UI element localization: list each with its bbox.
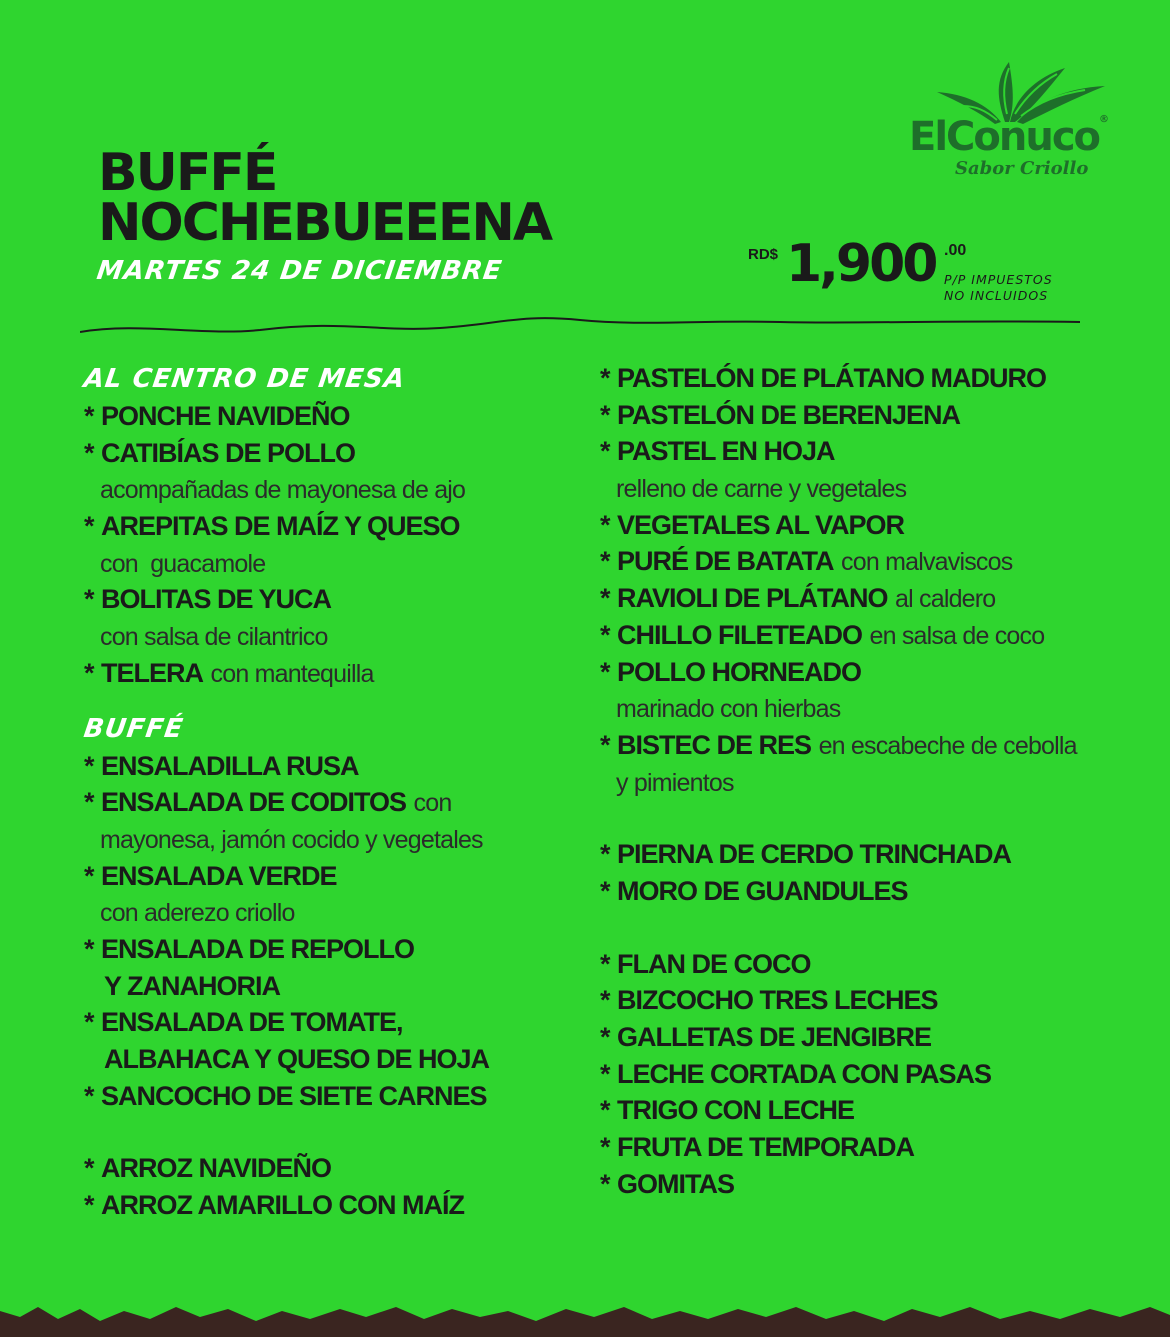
item-description xyxy=(84,821,554,858)
menu-item xyxy=(600,580,1120,617)
menu-item xyxy=(600,1129,1120,1166)
item-description xyxy=(84,894,554,931)
section-title-centro-de-mesa: AL CENTRO DE MESA xyxy=(81,364,408,394)
item-name: ENSALADA DE REPOLLO xyxy=(101,933,415,964)
restaurant-logo xyxy=(905,58,1125,188)
menu-item xyxy=(600,433,1120,470)
menu-item xyxy=(84,435,554,472)
logo-tagline: Sabor Criollo xyxy=(955,158,1089,179)
item-name: LECHE CORTADA CON PASAS xyxy=(617,1058,992,1089)
menu-item xyxy=(84,748,554,785)
registered-mark: ® xyxy=(1099,114,1108,125)
menu-item xyxy=(600,873,1120,910)
asterisk-icon: * xyxy=(600,1022,611,1052)
menu-item xyxy=(84,1078,554,1115)
item-name: CATIBÍAS DE POLLO xyxy=(101,437,356,468)
price-block xyxy=(748,234,1088,310)
item-name: RAVIOLI DE PLÁTANO xyxy=(617,583,888,614)
item-desc: acompañadas de mayonesa de ajo xyxy=(100,476,466,505)
asterisk-icon: * xyxy=(600,509,611,540)
asterisk-icon: * xyxy=(600,619,611,650)
menu-item xyxy=(600,727,1120,764)
asterisk-icon: * xyxy=(600,948,611,979)
asterisk-icon: * xyxy=(84,511,95,542)
item-name: PASTELÓN DE PLÁTANO MADURO xyxy=(617,363,1046,393)
item-name: ALBAHACA Y QUESO DE HOJA xyxy=(104,1044,490,1074)
menu-title xyxy=(98,143,552,253)
menu-item xyxy=(84,655,554,692)
logo-name xyxy=(909,114,1107,160)
item-name: SANCOCHO DE SIETE CARNES xyxy=(101,1080,487,1111)
item-name: Y ZANAHORIA xyxy=(104,970,281,1001)
item-name-continued xyxy=(84,1041,554,1078)
price-cents: .00 xyxy=(944,242,967,259)
menu-item xyxy=(600,654,1120,691)
item-desc: al caldero xyxy=(895,585,996,614)
asterisk-icon: * xyxy=(84,1190,95,1221)
item-name: TRIGO CON LECHE xyxy=(617,1095,855,1126)
menu-title-line-1: BUFFÉ xyxy=(98,143,277,203)
item-desc: con mantequilla xyxy=(210,659,374,688)
item-name: BOLITAS DE YUCA xyxy=(101,584,332,615)
asterisk-icon: * xyxy=(84,584,95,615)
menu-item xyxy=(84,1150,554,1187)
item-name: TELERA xyxy=(101,657,203,688)
menu-item xyxy=(84,508,554,545)
asterisk-icon: * xyxy=(600,436,611,467)
item-name: PASTEL EN HOJA xyxy=(617,436,835,467)
asterisk-icon: * xyxy=(600,1168,611,1199)
asterisk-icon: * xyxy=(600,1095,611,1126)
item-name: BISTEC DE RES xyxy=(617,729,812,760)
price-note-line-1: P/P IMPUESTOS xyxy=(944,272,1053,287)
menu-item xyxy=(600,1092,1120,1129)
item-desc: y pimientos xyxy=(616,768,734,797)
item-desc: con salsa de cilantrico xyxy=(100,623,328,652)
asterisk-icon: * xyxy=(600,656,611,687)
item-name: PONCHE NAVIDEÑO xyxy=(101,401,350,431)
item-name: CHILLO FILETEADO xyxy=(617,619,862,650)
item-description xyxy=(600,470,1120,507)
item-name: MORO DE GUANDULES xyxy=(617,875,908,906)
item-name: PURÉ DE BATATA xyxy=(617,546,834,577)
asterisk-icon: * xyxy=(600,546,611,577)
wavy-divider xyxy=(80,306,1080,346)
asterisk-icon: * xyxy=(84,1153,95,1184)
asterisk-icon: * xyxy=(600,729,611,760)
menu-item xyxy=(84,398,554,435)
asterisk-icon: * xyxy=(84,657,95,688)
event-date: MARTES 24 DE DICIEMBRE xyxy=(94,256,505,286)
item-description xyxy=(84,618,554,655)
item-name: PASTELÓN DE BERENJENA xyxy=(617,399,961,430)
item-description xyxy=(84,545,554,582)
asterisk-icon: * xyxy=(600,1058,611,1089)
asterisk-icon: * xyxy=(84,787,95,818)
item-name: FLAN DE COCO xyxy=(617,948,811,979)
price-amount: 1,900 xyxy=(786,234,936,294)
item-desc: con xyxy=(413,789,452,818)
left-menu-column xyxy=(81,360,554,1224)
asterisk-icon: * xyxy=(600,399,611,430)
item-desc: con malvaviscos xyxy=(841,548,1013,577)
torn-paper-edge xyxy=(0,1297,1170,1337)
menu-item xyxy=(600,982,1120,1019)
asterisk-icon: * xyxy=(84,437,95,468)
item-desc: mayonesa, jamón cocido y vegetales xyxy=(100,825,483,854)
item-name: BIZCOCHO TRES LECHES xyxy=(617,985,938,1016)
item-description xyxy=(600,690,1120,727)
section-title-buffe: BUFFÉ xyxy=(81,713,186,744)
item-desc: con guacamole xyxy=(100,549,266,578)
menu-item xyxy=(84,581,554,618)
item-name: VEGETALES AL VAPOR xyxy=(617,509,905,540)
menu-item xyxy=(600,1019,1120,1056)
asterisk-icon: * xyxy=(600,363,611,393)
item-desc: relleno de carne y vegetales xyxy=(616,475,907,504)
item-name: ARROZ NAVIDEÑO xyxy=(101,1153,332,1184)
item-desc: en salsa de coco xyxy=(869,621,1045,650)
price-note xyxy=(944,272,1053,304)
menu-title-line-2: NOCHEBUEEENA xyxy=(98,193,552,253)
item-description xyxy=(84,471,554,508)
menu-item xyxy=(600,836,1120,873)
item-name: ENSALADA DE TOMATE, xyxy=(101,1007,403,1038)
item-name: ENSALADA VERDE xyxy=(101,860,337,891)
asterisk-icon: * xyxy=(600,875,611,906)
item-name: GOMITAS xyxy=(617,1168,734,1199)
menu-item xyxy=(84,784,554,821)
asterisk-icon: * xyxy=(600,583,611,614)
menu-item xyxy=(600,617,1120,654)
asterisk-icon: * xyxy=(600,985,611,1016)
menu-item xyxy=(84,858,554,895)
item-description xyxy=(600,764,1120,801)
item-name: ENSALADILLA RUSA xyxy=(101,750,359,781)
menu-item xyxy=(84,1004,554,1041)
item-desc: con aderezo criollo xyxy=(100,899,295,928)
menu-item xyxy=(600,507,1120,544)
asterisk-icon: * xyxy=(84,750,95,781)
asterisk-icon: * xyxy=(600,839,611,870)
item-name: AREPITAS DE MAÍZ Y QUESO xyxy=(101,511,460,542)
asterisk-icon: * xyxy=(600,1132,611,1163)
menu-item xyxy=(600,946,1120,983)
price-note-line-2: NO INCLUIDOS xyxy=(944,288,1049,303)
asterisk-icon: * xyxy=(84,860,95,891)
menu-item xyxy=(600,1166,1120,1203)
menu-item xyxy=(84,931,554,968)
item-name: GALLETAS DE JENGIBRE xyxy=(617,1022,932,1052)
asterisk-icon: * xyxy=(84,933,95,964)
right-menu-column xyxy=(600,360,1120,1202)
item-name-continued xyxy=(84,968,554,1005)
logo-wordmark: ElConuco xyxy=(909,114,1100,160)
item-desc: en escabeche de cebolla xyxy=(818,731,1077,760)
item-desc: marinado con hierbas xyxy=(616,695,841,724)
item-name: POLLO HORNEADO xyxy=(617,656,862,687)
item-name: ENSALADA DE CODITOS xyxy=(101,787,407,818)
menu-item xyxy=(600,543,1120,580)
item-name: ARROZ AMARILLO CON MAÍZ xyxy=(101,1190,464,1221)
item-name: FRUTA DE TEMPORADA xyxy=(617,1132,914,1163)
asterisk-icon: * xyxy=(84,401,95,431)
menu-item xyxy=(600,397,1120,434)
asterisk-icon: * xyxy=(84,1007,95,1038)
item-name: PIERNA DE CERDO TRINCHADA xyxy=(617,839,1012,870)
price-currency: RD$ xyxy=(748,246,779,263)
menu-item xyxy=(600,360,1120,397)
asterisk-icon: * xyxy=(84,1080,95,1111)
menu-item xyxy=(600,1056,1120,1093)
menu-item xyxy=(84,1187,554,1224)
